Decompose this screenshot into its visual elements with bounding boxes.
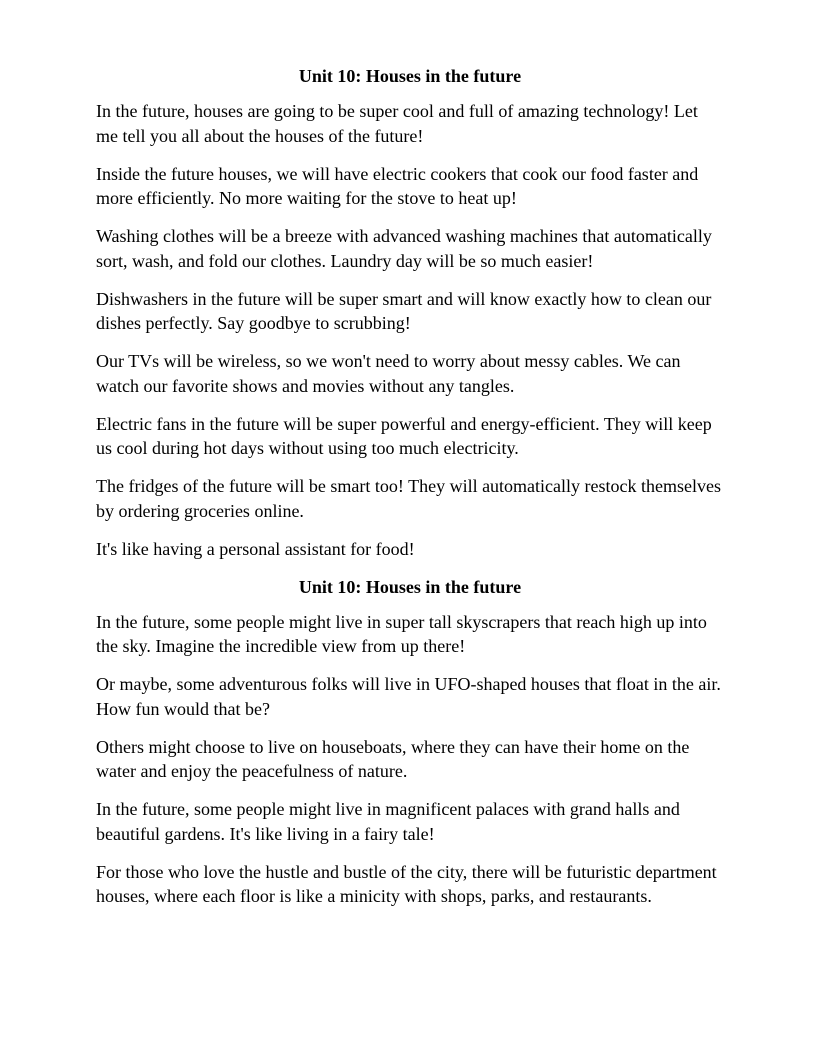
paragraph: In the future, houses are going to be super cool and full of amazing technology! Let me tell you all about the houses of the future! <box>96 101 698 146</box>
paragraph: In the future, some people might live in super tall skyscrapers that reach high up into the sky. Imagine the incredible view from up there! <box>96 611 707 656</box>
section-heading: Unit 10: Houses in the future <box>298 576 522 597</box>
paragraph: Electric fans in the future will be super powerful and energy-efficient. They will keep us cool during hot days without using too much electricity. <box>96 413 712 458</box>
paragraph: In the future, some people might live in magnificent palaces with grand halls and beautiful gardens. It's like living in a fairy tale! <box>96 799 680 844</box>
section-1 <box>96 64 724 561</box>
paragraph: Our TVs will be wireless, so we won't need to worry about messy cables. We can watch our favorite shows and movies without any tangles. <box>96 351 681 396</box>
section-heading: Unit 10: Houses in the future <box>298 66 522 86</box>
paragraph: Inside the future houses, we will have electric cookers that cook our food faster and more efficiently. No more waiting for the stove to heat up! <box>96 163 699 208</box>
paragraph: The fridges of the future will be smart too! They will automatically restock themselves by ordering groceries online. <box>96 476 721 521</box>
section-2 <box>96 575 724 909</box>
document-page <box>96 64 724 922</box>
paragraph: Or maybe, some adventurous folks will live in UFO-shaped houses that float in the air. How fun would that be? <box>96 674 721 719</box>
paragraph: Others might choose to live on houseboats, where they can have their home on the water and enjoy the peacefulness of nature. <box>96 736 690 781</box>
paragraph: For those who love the hustle and bustle of the city, there will be futuristic department houses, where each floor is like a minicity with shops, parks, and restaurants. <box>96 861 717 906</box>
paragraph: It's like having a personal assistant for food! <box>96 538 415 559</box>
paragraph: Washing clothes will be a breeze with advanced washing machines that automatically sort, wash, and fold our clothes. Laundry day will be so much easier! <box>96 226 712 271</box>
paragraph: Dishwashers in the future will be super smart and will know exactly how to clean our dishes perfectly. Say goodbye to scrubbing! <box>96 288 712 333</box>
